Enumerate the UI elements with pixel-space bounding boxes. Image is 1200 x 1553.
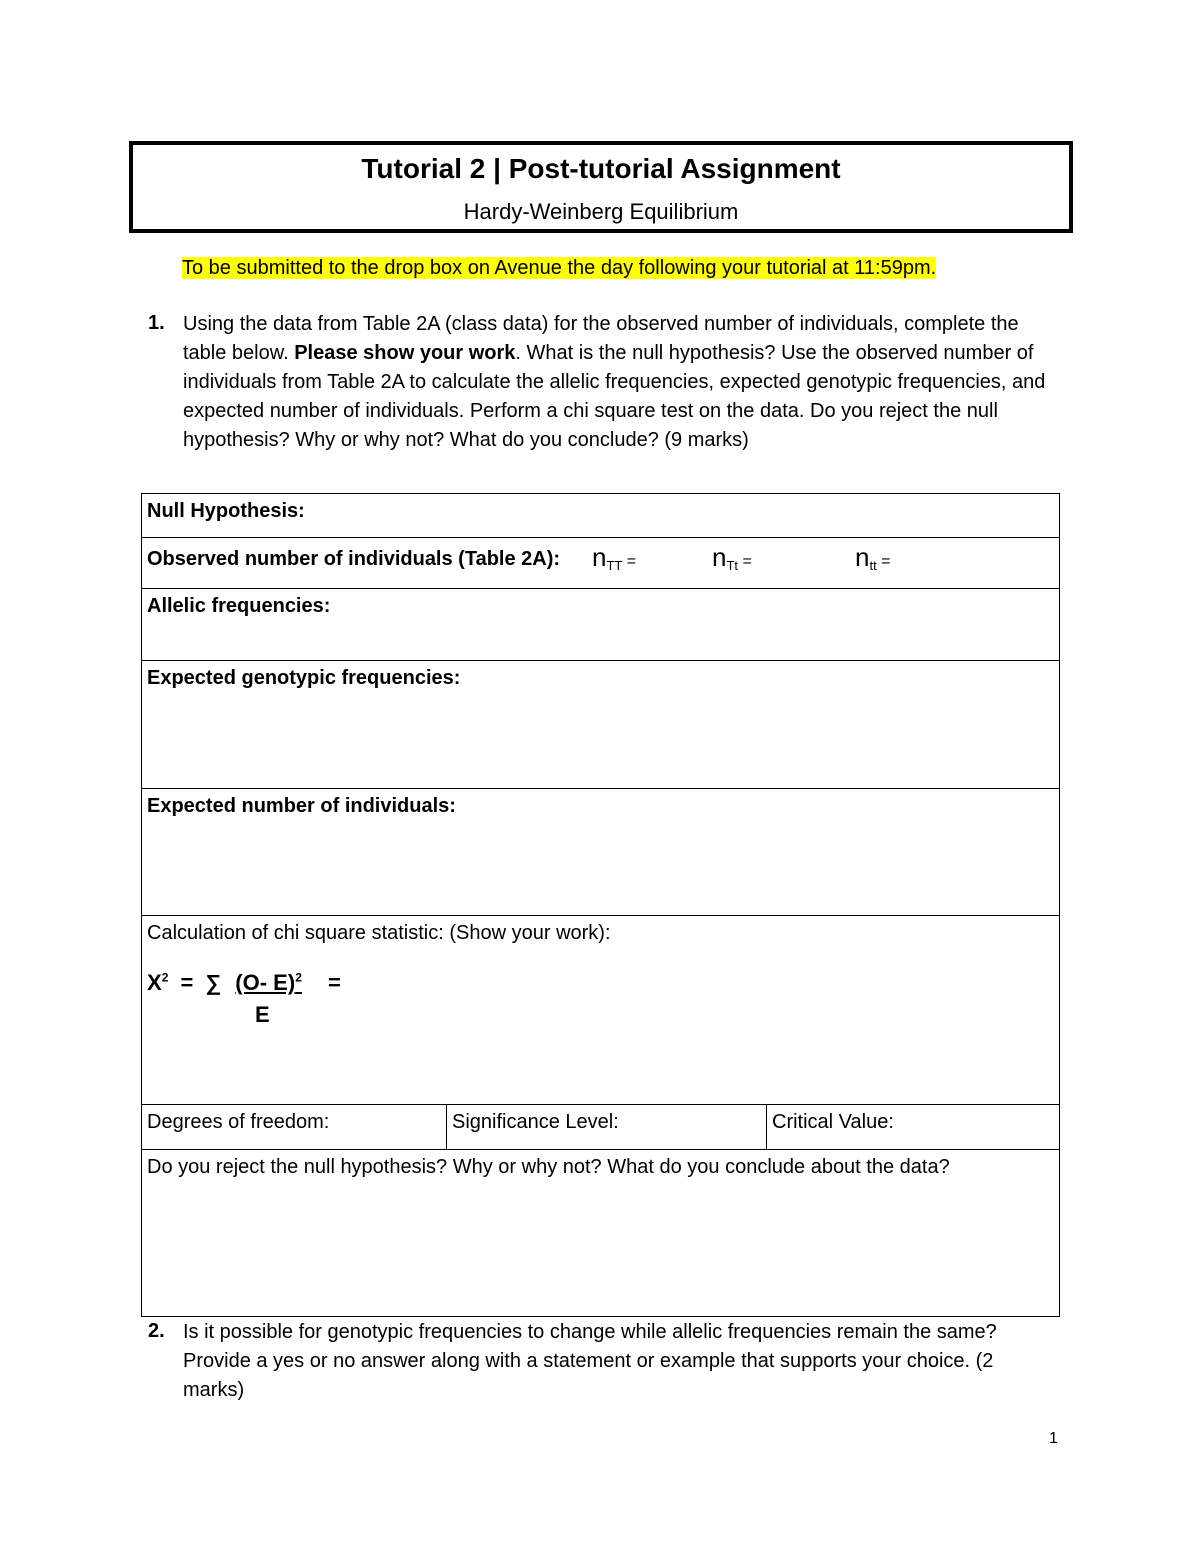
title-box xyxy=(129,141,1073,233)
observed-label: Observed number of individuals (Table 2A): xyxy=(147,548,561,570)
dof-label: Degrees of freedom: xyxy=(147,1111,330,1133)
expected-number-label: Expected number of individuals: xyxy=(147,795,456,817)
submission-notice-text: To be submitted to the drop box on Avenue the day following your tutorial at 11:59pm. xyxy=(182,257,937,279)
page-subtitle: Hardy-Weinberg Equilibrium xyxy=(463,199,739,224)
chi-square-label: Calculation of chi square statistic: (Show your work): xyxy=(147,922,611,944)
question-1-text-part2: . What is the null hypothesis? Use the observed number of individuals from Table 2A to calculate the allelic frequencies, expected genotypic frequencies, and expected number of individuals. Perform a chi square test on the data. Do you reject the null hypothesis? Why or why not? What do you conclude? (9 marks) xyxy=(183,342,1046,451)
question-1-bold: Please show your work xyxy=(294,342,516,364)
expected-genotypic-label: Expected genotypic frequencies: xyxy=(147,667,461,689)
question-1-text xyxy=(183,310,1063,455)
allelic-frequencies-label: Allelic frequencies: xyxy=(147,595,331,617)
expected-genotypic-cell[interactable] xyxy=(141,660,1060,789)
null-hypothesis-cell[interactable] xyxy=(141,493,1060,538)
significance-cell[interactable] xyxy=(446,1104,767,1150)
question-2-text: Is it possible for genotypic frequencies to change while allelic frequencies remain the same? Provide a yes or no answer along with a statement or example that supports your choice. (2 marks) xyxy=(183,1321,997,1401)
null-hypothesis-label: Null Hypothesis: xyxy=(147,500,305,522)
expected-number-cell[interactable] xyxy=(141,788,1060,916)
dof-cell[interactable] xyxy=(141,1104,447,1150)
observed-cell[interactable] xyxy=(141,537,1060,589)
chi-square-denominator: E xyxy=(255,1002,270,1027)
page-title: Tutorial 2 | Post-tutorial Assignment xyxy=(361,153,841,184)
significance-label: Significance Level: xyxy=(452,1111,619,1133)
submission-notice xyxy=(182,257,936,280)
chi-square-cell[interactable] xyxy=(141,915,1060,1105)
chi-square-formula: $X^2$ = ∑ (O- E)$^2$ = xyxy=(147,970,341,995)
n-Tt: $n_{Tt}$ = xyxy=(712,542,752,573)
reject-cell[interactable] xyxy=(141,1149,1060,1317)
reject-label: Do you reject the null hypothesis? Why or why not? What do you conclude about the data? xyxy=(147,1156,950,1178)
n-tt: $n_{tt}$ = xyxy=(855,542,891,573)
allelic-frequencies-cell[interactable] xyxy=(141,588,1060,661)
page-number: 1 xyxy=(1049,1430,1058,1447)
n-TT: $n_{TT}$ = xyxy=(592,542,637,573)
critical-value-label: Critical Value: xyxy=(772,1111,894,1133)
critical-value-cell[interactable] xyxy=(766,1104,1060,1150)
question-1-text-part1: Using the data from Table 2A (class data) for the observed number of individuals, complete the table below. xyxy=(183,313,1019,364)
question-1-number: 1. xyxy=(148,312,165,334)
question-2-number: 2. xyxy=(148,1320,165,1342)
